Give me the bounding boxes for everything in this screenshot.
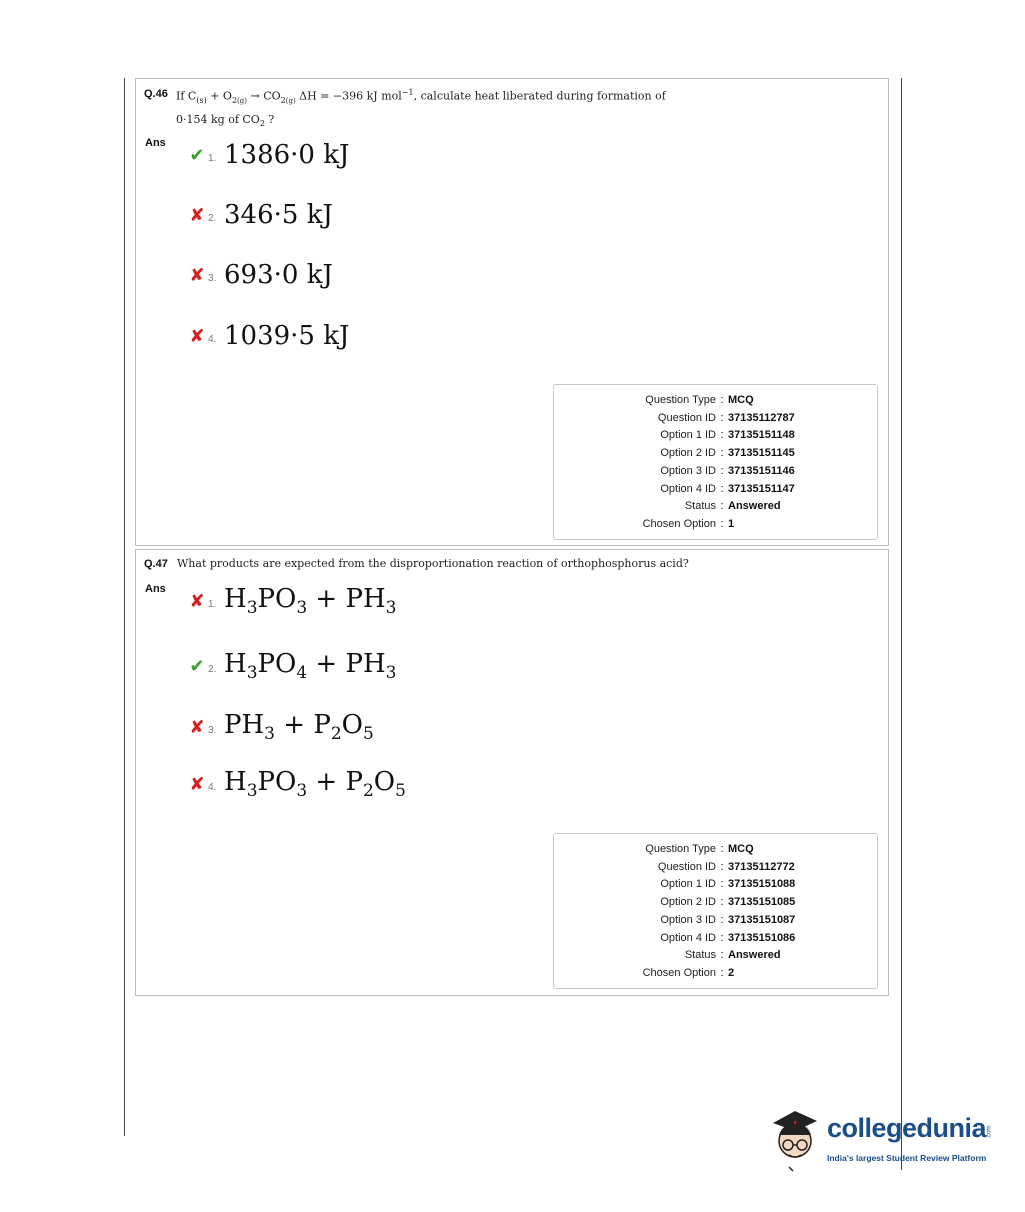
question-text-line2: 0·154 kg of $CO_2$ ? [176,113,275,129]
cross-icon: ✘ [189,326,205,346]
cross-icon: ✘ [189,774,205,794]
option-1 [186,140,349,170]
brand-name: collegedunia [827,1113,987,1143]
question-number: Q.46 [144,88,168,100]
meta-row: Option 2 ID : 37135151085 [660,896,796,909]
page-left-border [124,78,125,1136]
meta-row: Question ID : 37135112772 [657,860,795,873]
meta-row: Chosen Option : 1 [642,517,735,530]
option-3 [186,710,374,744]
option-number: 4. [208,333,217,345]
check-icon: ✔ [189,145,205,165]
meta-row: Option 3 ID : 37135151146 [660,464,795,477]
option-text: 693·0 kJ [224,260,333,290]
mascot-icon [765,1105,825,1175]
meta-row: Option 1 ID : 37135151088 [660,878,796,891]
meta-row: Option 4 ID : 37135151086 [660,931,796,944]
option-3 [186,260,333,290]
cross-icon: ✘ [189,265,205,285]
cross-icon: ✘ [189,591,205,611]
option-2 [186,200,333,230]
cross-icon: ✘ [189,205,205,225]
meta-row: Chosen Option : 2 [642,966,735,979]
meta-row: Status : Answered [684,949,781,962]
option-number: 1. [208,152,217,164]
option-1 [186,584,396,618]
option-number: 1. [208,598,217,610]
answer-label: Ans [145,137,166,149]
option-number: 2. [208,663,217,675]
question-text: If $C_{(s)} + O_{2(g)} \to CO_{2(g)}$ ΔH = −396 kJ mol$^{-1}$, calculate heat liberated during formation of [176,88,666,105]
meta-row: Option 3 ID : 37135151087 [660,913,796,926]
meta-row: Status : Answered [684,500,781,513]
question-number: Q.47 [144,558,168,570]
question-meta-panel [553,833,878,989]
check-icon: ✔ [189,656,205,676]
meta-row: Option 2 ID : 37135151145 [660,447,795,460]
option-formula: $H_3PO_3 + PH_3$ [224,584,397,618]
option-text: 346·5 kJ [224,200,333,230]
collegedunia-logo[interactable] [765,1105,1000,1175]
page-right-border [901,78,902,1170]
option-number: 2. [208,212,217,224]
question-meta-panel [553,384,878,540]
cross-icon: ✘ [189,717,205,737]
option-number: 4. [208,781,217,793]
meta-row: Option 4 ID : 37135151147 [660,482,795,495]
brand-domain: .com [986,1125,993,1139]
option-4 [186,321,349,351]
option-number: 3. [208,272,217,284]
option-formula: $PH_3 + P_2O_5$ [224,710,374,744]
option-number: 3. [208,724,217,736]
question-text: What products are expected from the disproportionation reaction of orthophosphorus acid? [177,557,689,570]
meta-row: Option 1 ID : 37135151148 [660,429,795,442]
option-formula: $H_3PO_3 + P_2O_5$ [224,767,406,801]
meta-row: Question Type : MCQ [645,843,754,855]
option-2 [186,649,396,683]
option-4 [186,767,406,801]
answer-label: Ans [145,583,166,595]
option-text: 1039·5 kJ [224,321,350,351]
meta-row: Question ID : 37135112787 [657,411,795,424]
option-text: 1386·0 kJ [224,140,350,170]
meta-row: Question Type : MCQ [645,394,754,406]
option-formula: $H_3PO_4 + PH_3$ [224,649,397,683]
brand-tagline: India's largest Student Review Platform [827,1153,987,1163]
